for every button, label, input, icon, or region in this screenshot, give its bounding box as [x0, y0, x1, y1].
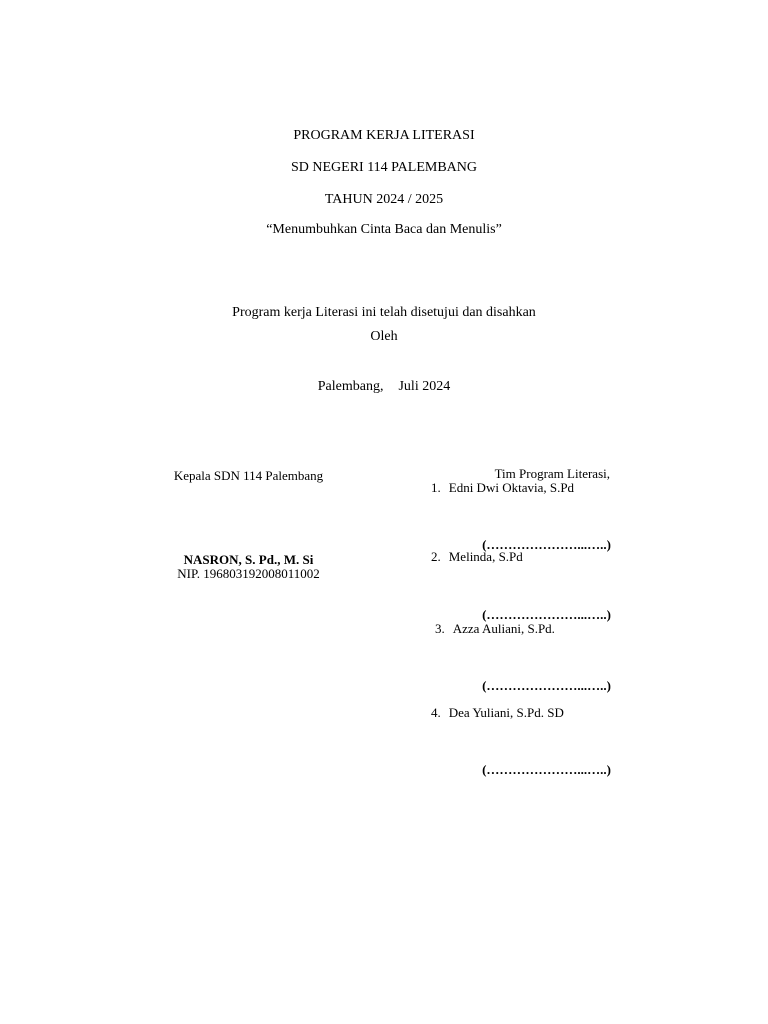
- principal-title: Kepala SDN 114 Palembang: [173, 468, 324, 483]
- principal-nip: NIP. 196803192008011002: [177, 566, 320, 581]
- member-name: Dea Yuliani, S.Pd. SD: [448, 705, 564, 720]
- document-title: PROGRAM KERJA LITERASI: [293, 128, 475, 143]
- approval-statement: Program kerja Literasi ini telah disetujui dan disahkan: [232, 305, 536, 320]
- date-text: Juli 2024: [398, 379, 451, 394]
- team-member-1: [431, 480, 574, 496]
- member-number: 2.: [431, 549, 441, 564]
- team-member-2: [431, 549, 523, 565]
- member-name: Azza Auliani, S.Pd.: [452, 621, 555, 636]
- school-name: SD NEGERI 114 PALEMBANG: [290, 160, 478, 175]
- academic-year: TAHUN 2024 / 2025: [324, 192, 444, 207]
- member-number: 1.: [431, 480, 441, 495]
- signature-line-2: (…………………...…..): [482, 607, 611, 622]
- program-motto: “Menumbuhkan Cinta Baca dan Menulis”: [266, 222, 502, 237]
- team-member-4: [431, 705, 564, 721]
- signature-line-3: (…………………...…..): [482, 678, 611, 693]
- team-member-3: [435, 621, 555, 637]
- place-text: Palembang,: [317, 379, 384, 394]
- signature-line-4: (…………………...…..): [482, 762, 611, 777]
- approval-by: Oleh: [370, 329, 398, 344]
- member-number: 3.: [435, 621, 445, 636]
- member-number: 4.: [431, 705, 441, 720]
- member-name: Edni Dwi Oktavia, S.Pd: [448, 480, 575, 495]
- team-title: Tim Program Literasi,: [494, 466, 610, 481]
- member-name: Melinda, S.Pd: [448, 549, 523, 564]
- signature-line-1: (…………………...…..): [482, 537, 611, 552]
- principal-name: NASRON, S. Pd., M. Si: [183, 552, 314, 567]
- place-date-line: [0, 379, 768, 395]
